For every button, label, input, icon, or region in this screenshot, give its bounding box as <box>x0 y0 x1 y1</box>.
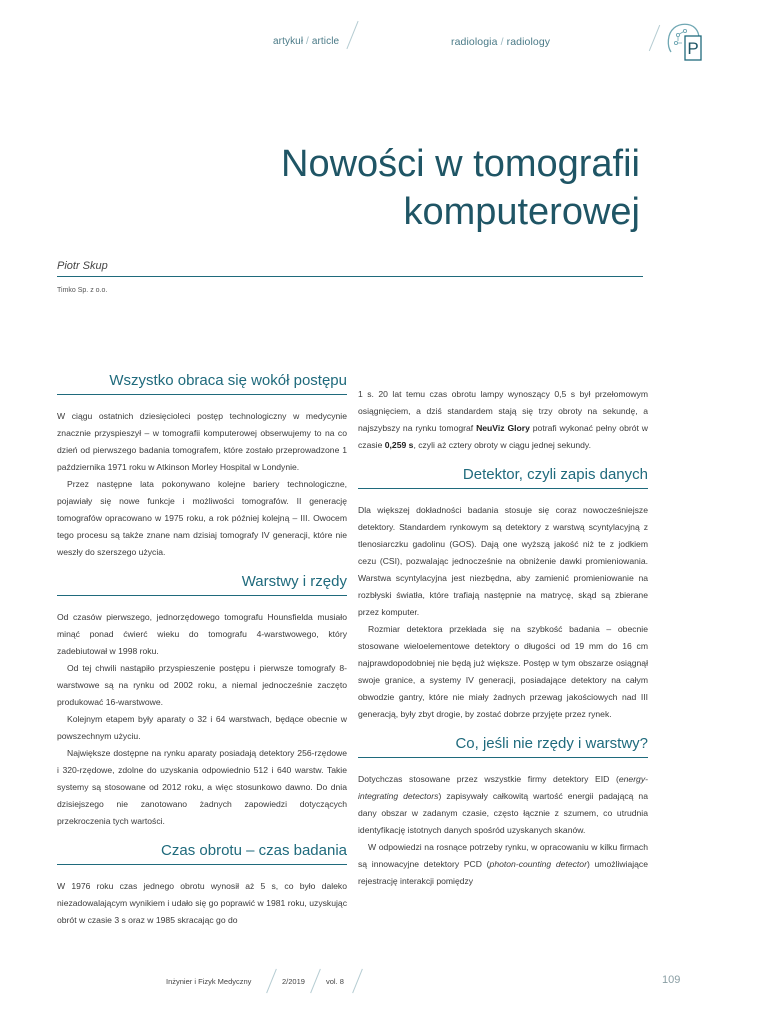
term-italic: energy-integrating detectors <box>358 774 648 801</box>
spacer <box>358 454 648 466</box>
spacer <box>57 830 347 842</box>
author-rule <box>57 276 643 277</box>
article-type-pl: artykuł <box>273 36 304 47</box>
text-run: 1 s. 20 lat temu czas obrotu lampy wynoszący 0,5 s był przełomowym osiągnięciem, a dziś standardem stają się trzy obroty na sekundę, a najszybszy na rynku tomograf <box>358 389 648 433</box>
term-italic: photon-counting detector <box>489 859 587 869</box>
spacer <box>57 561 347 573</box>
text-run: W odpowiedzi na rosnące potrzeby rynku, w opracowaniu w kilku firmach są innowacyjne detektory PCD ( <box>358 842 648 869</box>
footer-slash-divider <box>310 969 321 993</box>
paragraph <box>358 839 648 890</box>
footer-issue: 2/2019 <box>282 977 305 986</box>
header-article-type <box>273 36 339 47</box>
header-section <box>451 36 550 48</box>
footer-slash-divider <box>266 969 277 993</box>
section-pl: radiologia <box>451 36 498 48</box>
paragraph: Kolejnym etapem były aparaty o 32 i 64 warstwach, będące obecnie w powszechnym użyciu. <box>57 714 347 741</box>
head-circuit-logo-icon <box>666 22 702 62</box>
paragraph: Od czasów pierwszego, jednorzędowego tomografu Hounsfielda musiało minąć ponad ćwierć wieku do tomografu 4-warstwowego, który zadebiutował w 1998 roku. <box>57 612 347 656</box>
journal-logo <box>666 22 702 62</box>
author-name: Piotr Skup <box>57 260 108 272</box>
footer-volume: vol. 8 <box>326 977 344 986</box>
text-run: ) umożliwiające rejestrację interakcji pomiędzy <box>358 859 649 886</box>
left-column <box>57 372 347 929</box>
spacer <box>358 723 648 735</box>
section-heading: Co, jeśli nie rzędy i warstwy? <box>358 735 648 758</box>
header-separator: / <box>500 36 504 48</box>
header-separator: / <box>306 36 309 47</box>
logo-letter: P <box>687 39 699 58</box>
section-en: radiology <box>506 36 551 48</box>
page-number: 109 <box>662 974 681 986</box>
text-run: potrafi wykonać pełny obrót w czasie <box>358 423 648 450</box>
article-type-en: article <box>311 36 340 47</box>
author-affiliation: Timko Sp. z o.o. <box>57 287 108 294</box>
paragraph: Dla większej dokładności badania stosuje się coraz nowocześniejsze detektory. Standardem rynkowym są detektory z warstwą scyntylacyjną z tlenosiarczku gadolinu (GOS). Dają one wyższą jakość niż te z jodkiem cezu (CSI), pozwalając jednocześnie na obniżenie dawki promieniowania. Warstwa scyntylacyjna jest niezbędna, aby zamienić promieniowanie na rozbłyski światła, które trafiają następnie na matrycę, skąd są zbierane przez komputer. <box>358 505 648 617</box>
paragraph: W 1976 roku czas jednego obrotu wynosił aż 5 s, co było daleko niezadowalającym wynikiem i udało się go poprawić w 1981 roku, uzyskując obrót w czasie 3 s oraz w 1985 skracając go do <box>57 881 347 925</box>
header-slash-divider <box>346 21 358 49</box>
section-heading: Warstwy i rzędy <box>57 573 347 596</box>
paragraph: W ciągu ostatnich dziesięcioleci postęp technologiczny w medycynie znacznie przyspieszył – w tomografii komputerowej obserwujemy to na co dzień od pierwszego badania tomografem, które zostało przeprowadzone 1 października 1971 roku w Atkinson Morley Hospital w Londynie. <box>57 411 347 472</box>
section-heading: Czas obrotu – czas badania <box>57 842 347 865</box>
paragraph: Od tej chwili nastąpiło przyspieszenie postępu i pierwsze tomografy 8-warstwowe są na rynku od 2002 roku, a niemal jednocześnie zaczęto produkować 16-warstwowe. <box>57 663 347 707</box>
title-line-2: komputerowej <box>403 191 640 233</box>
right-column <box>358 386 648 890</box>
paragraph: Największe dostępne na rynku aparaty posiadają detektory 256-rzędowe i 320-rzędowe, zdolne do uzyskania odpowiednio 512 i 640 warstw. Takie systemy są stosowane od 2012 roku, a więc stosunkowo dawno. Do dnia dzisiejszego nie zanotowano żadnych zapowiedzi dotyczących przekroczenia tych wartości. <box>57 748 347 826</box>
header-slash-divider <box>649 25 660 51</box>
paragraph: Rozmiar detektora przekłada się na szybkość badania – obecnie stosowane wieloelementowe detektory o długości od 19 mm do 16 cm najprawdopodobniej nie będą już większe. Postęp w tym obszarze osiągnął swoje granice, a systemy IV generacji, posiadające detektory na całym obwodzie gantry, które nie miały żadnych przewag jakościowych nad III generacją, były zbyt drogie, by zostać dobrze przyjęte przez rynek. <box>358 624 648 719</box>
text-run: ) zapisywały całkowitą wartość energii padającą na dany obszar w zadanym czasie, często łącznie z szumem, co utrudnia identyfikację istotnych danych spośród uzyskanych skanów. <box>358 791 648 835</box>
text-run: Dotychczas stosowane przez wszystkie firmy detektory EID ( <box>358 774 619 784</box>
title-line-1: Nowości w tomografii <box>281 143 640 185</box>
footer-slash-divider <box>352 969 363 993</box>
rotation-time: 0,259 s <box>384 440 414 450</box>
product-name: NeuViz Glory <box>476 423 530 433</box>
page-title <box>220 140 640 236</box>
section-heading: Wszystko obraca się wokół postępu <box>57 372 347 395</box>
paragraph <box>358 386 648 454</box>
text-run: , czyli aż cztery obroty w ciągu jednej sekundy. <box>413 440 591 450</box>
section-heading: Detektor, czyli zapis danych <box>358 466 648 489</box>
footer-journal: Inżynier i Fizyk Medyczny <box>166 977 252 986</box>
paragraph <box>358 771 648 839</box>
paragraph: Przez następne lata pokonywano kolejne bariery technologiczne, pojawiały się nowe funkcje i możliwości tomografów. II generację tomografów opracowano w 1975 roku, a rok później kolejną – III. Owocem tego procesu są także znane nam dzisiaj tomografy IV generacji, które nie weszły do szerszego użycia. <box>57 479 347 557</box>
